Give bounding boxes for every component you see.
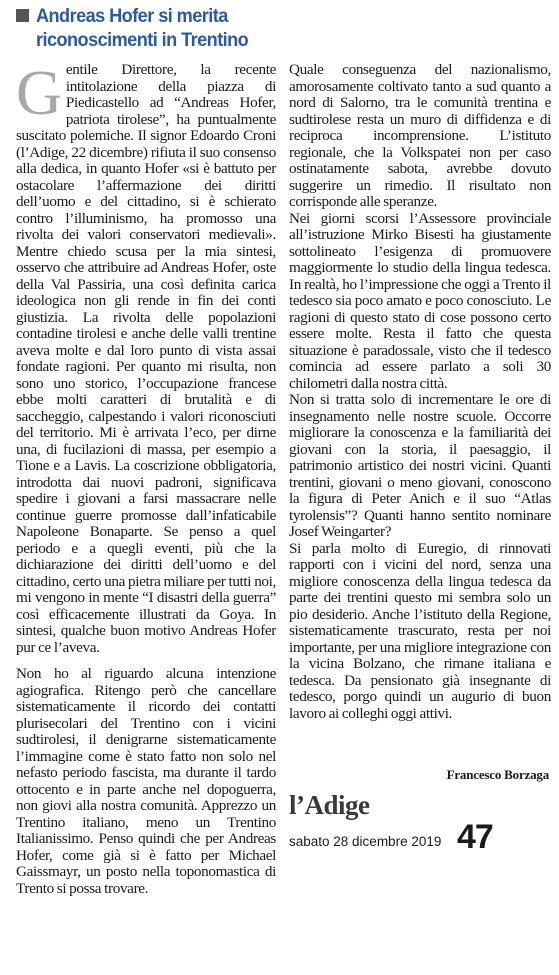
- paragraph: Si parla molto di Euregio, di rinnovati rapporti con i vicini del nord, senza una migliore conoscenza della lingua tedesca da parte dei trentini questo mi sembra solo un pio desiderio. Anche l’istituto della Regione, sistematicamente trascurato, resta per noi importante, per una migliore integrazione con la vicina Bolzano, che rimane italiana e tedesca. Da pensionato già insegnante di tedesco, porgo quindi un augurio di buon lavoro ai colleghi oggi attivi.: [289, 539, 551, 722]
- paragraph: Non ho al riguardo alcuna intenzione agiografica. Ritengo però che cancellare sistematicamente il ricordo dei contatti plurisecolari del Trentino con i vicini sudtirolesi, il denigrarne sistematicamente l’immagine come è stato fatto non solo nel nefasto periodo fascista, ma durante il tardo ottocento e in parte anche nel dopoguerra, non giovi alla nostra comunità. Apprezzo un Trentino italiano, meno un Trentino Italianissimo. Penso quindi che per Andreas Hofer, come già si è fatto per Michael Gaissmayr, un posto nella toponomastica di Trento si possa trovare.: [16, 665, 276, 897]
- paragraph-text: entile Direttore, la recente intitolazione della piazza di Piedicastello ad “Andreas Hofer, patriota tirolese”, ha puntualmente suscitato polemiche. Il signor Edoardo Croni (l’Adige, 22 dicembre) rifiuta il suo consenso alla dedica, in quanto Hofer «si è battuto per ostacolare l’affermazione dei diritti dell’uomo e del cittadino, si è schierato contro l’illuminismo, ha promosso una rivolta dei valori conservatori medievali». Mentre chiedo scusa per la mia sintesi, osservo che attribuire ad Andreas Hofer, oste della Val Passiria, una così definita carica ideologica non gli rende in fin dei conti giustizia. La rivolta delle popolazioni contadine tirolesi e anche delle valli trentine aveva molte e dal loro punto di vista assai fondate ragioni. Per quanto mi risulta, non sono uno storico, l’occupazione francese ebbe molti caratteri di brutalità e di saccheggio, calpestando i valori riconosciuti del territorio. Mi è arrivata l’eco, per dirne una, di fucilazioni di massa, per esempio a Tione e a Lavis. La coscrizione obbligatoria, introdotta dai nuovi padroni, significava spedire i giovani a farsi massacrare nelle continue guerre promosse dall’infaticabile Napoleone Bonaparte. Se penso a quel periodo e a quegli eventi, più che la dichiarazione dei diritti dell’uomo e del cittadino, certo una pietra miliare per tutti noi, mi vengono in mente “I disastri della guerra” così efficacemente illustrati da Goya. In sintesi, qualche buon motivo Andreas Hofer pur ce l’aveva.: [16, 61, 276, 656]
- article-column-left: [16, 57, 276, 897]
- newspaper-logo: l’Adige: [289, 790, 370, 820]
- article-headline: [16, 4, 296, 52]
- paragraph: Non si tratta solo di incrementare le ore di insegnamento nelle nostre scuole. Occorre migliorare la conoscenza e la familiarità dei giovani con la storia, il paesaggio, il patrimonio artistico dei nostri vicini. Quanti trentini, giovani o meno giovani, conoscono la figura di Peter Anich e il suo “Atlas tyrolensis”? Quanti hanno sentito nominare Josef Weingarter?: [289, 391, 551, 540]
- drop-cap: G: [16, 57, 62, 128]
- paragraph: [16, 57, 276, 656]
- square-bullet-icon: [16, 9, 29, 22]
- headline-line-2: riconoscimenti in Trentino: [36, 29, 249, 51]
- article-column-right: [289, 62, 551, 722]
- issue-date: sabato 28 dicembre 2019: [289, 834, 442, 849]
- paragraph: Nei giorni scorsi l’Assessore provinciale all’istruzione Mirko Bisesti ha giustamente sottolineato l’esigenza di promuovere maggiormente lo studio della lingua tedesca. In realtà, ho l’impressione che oggi a Trento il tedesco sia poco amato e poco conosciuto. Le ragioni di questo stato di cose possono certo essere molte. Resta il fatto che questa situazione è paradossale, visto che il tedesco comincia ad essere parlato a soli 30 chilometri dalla nostra città.: [289, 209, 551, 392]
- page-number: 47: [457, 818, 493, 856]
- author-signature: Francesco Borzaga: [446, 767, 549, 782]
- paragraph: Quale conseguenza del nazionalismo, amorosamente coltivato tanto a sud quanto a nord di Salorno, tra le comunità trentina e sudtirolese resta un muro di diffidenza e di reciproca incomprensione. L’istituto regionale, che la Volkspatei non per caso ostinatamente sabota, avrebbe dovuto suggerire un rimedio. Il risultato non corrisponde alle speranze.: [289, 61, 551, 210]
- page-footer-masthead: [289, 790, 551, 856]
- headline-line-1: Andreas Hofer si merita: [36, 5, 228, 27]
- headline-text: [36, 4, 278, 52]
